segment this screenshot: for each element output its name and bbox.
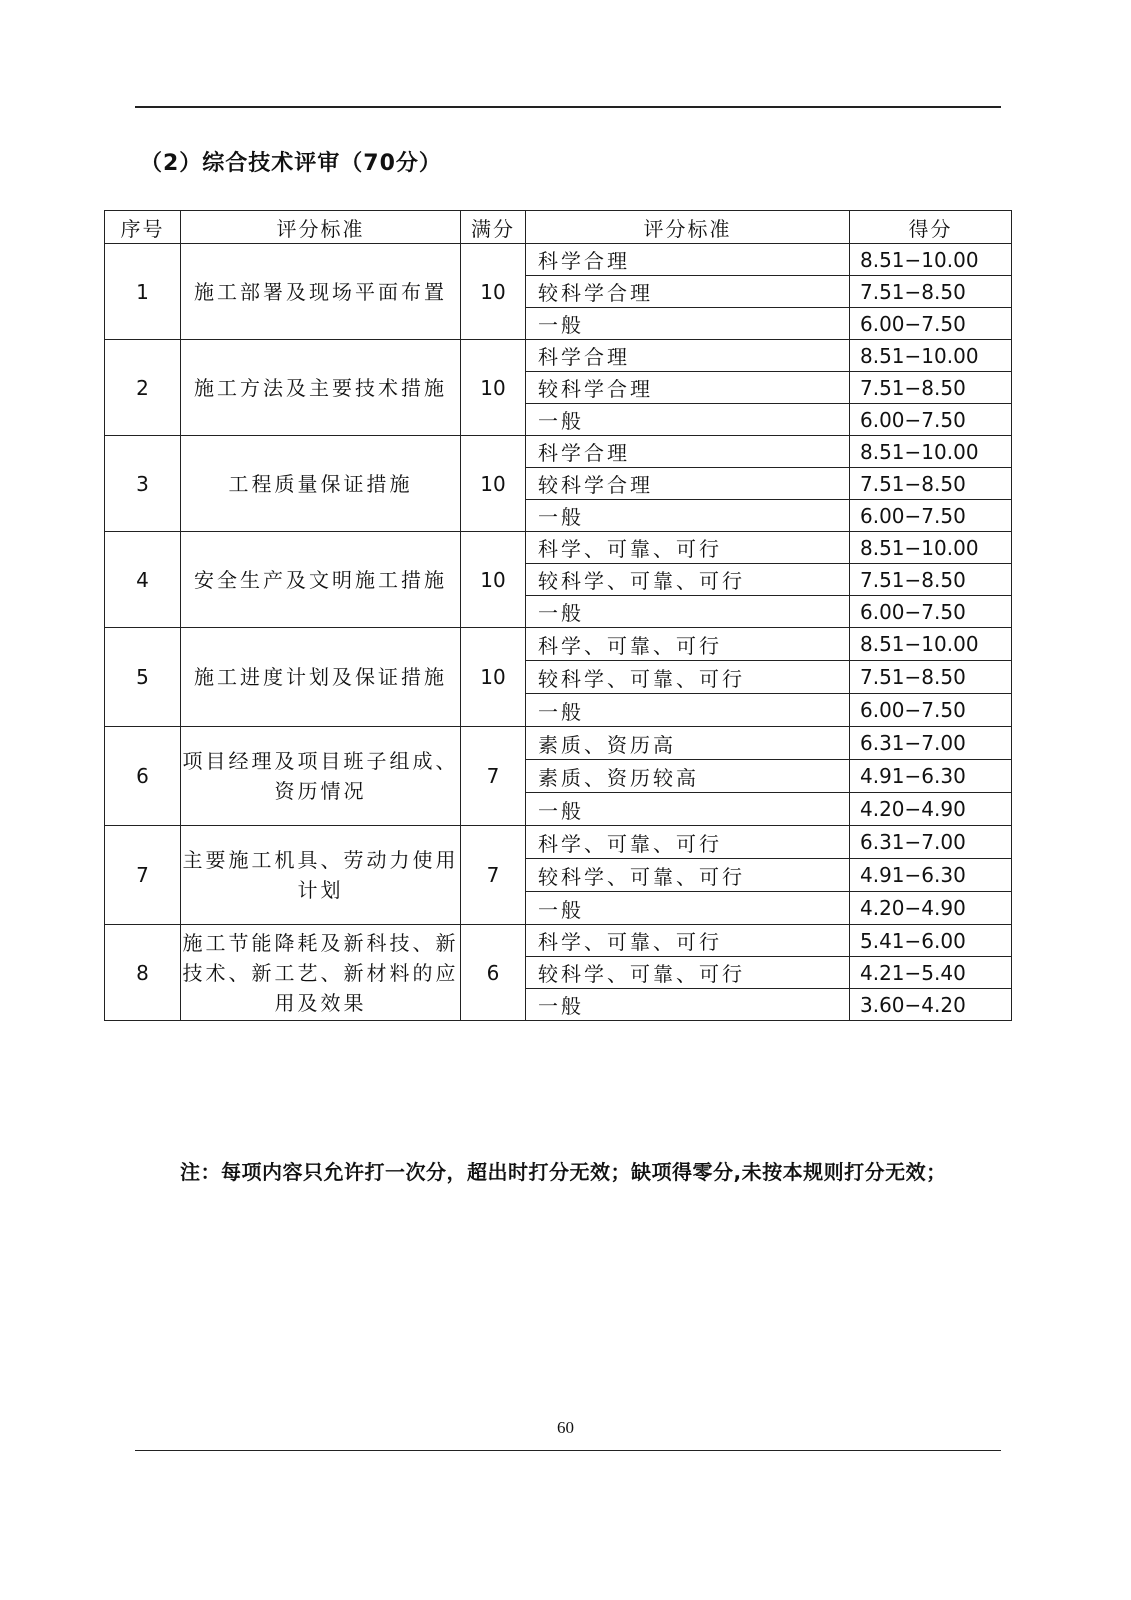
table-row <box>105 925 1012 957</box>
grade-level: 素质、资历较高 <box>526 760 850 793</box>
grade-level: 一般 <box>526 404 850 436</box>
row-number: 7 <box>105 826 181 925</box>
score-range: 7.51−8.50 <box>850 372 1012 404</box>
score-range: 8.51−10.00 <box>850 532 1012 564</box>
score-range: 8.51−10.00 <box>850 244 1012 276</box>
score-range: 6.00−7.50 <box>850 308 1012 340</box>
criteria-item: 工程质量保证措施 <box>181 436 461 532</box>
grade-level: 较科学、可靠、可行 <box>526 564 850 596</box>
header-rule <box>135 106 1001 108</box>
table-row <box>105 340 1012 372</box>
full-score: 10 <box>461 340 526 436</box>
score-range: 6.00−7.50 <box>850 500 1012 532</box>
score-range: 6.00−7.50 <box>850 694 1012 727</box>
grade-level: 较科学合理 <box>526 276 850 308</box>
score-range: 8.51−10.00 <box>850 628 1012 661</box>
grade-level: 一般 <box>526 892 850 925</box>
score-range: 3.60−4.20 <box>850 989 1012 1021</box>
grade-level: 较科学、可靠、可行 <box>526 859 850 892</box>
footer-rule <box>135 1450 1001 1451</box>
row-number: 5 <box>105 628 181 727</box>
grade-level: 科学、可靠、可行 <box>526 532 850 564</box>
score-range: 7.51−8.50 <box>850 468 1012 500</box>
score-range: 6.00−7.50 <box>850 404 1012 436</box>
table-row <box>105 727 1012 760</box>
score-range: 4.91−6.30 <box>850 859 1012 892</box>
score-range: 8.51−10.00 <box>850 340 1012 372</box>
grade-level: 较科学合理 <box>526 468 850 500</box>
score-range: 6.00−7.50 <box>850 596 1012 628</box>
grade-level: 科学合理 <box>526 436 850 468</box>
section-title: （2）综合技术评审（70分） <box>140 151 442 176</box>
score-range: 7.51−8.50 <box>850 276 1012 308</box>
full-score: 7 <box>461 727 526 826</box>
grade-level: 一般 <box>526 596 850 628</box>
grade-level: 较科学合理 <box>526 372 850 404</box>
score-range: 4.20−4.90 <box>850 793 1012 826</box>
score-range: 6.31−7.00 <box>850 727 1012 760</box>
grade-level: 一般 <box>526 308 850 340</box>
full-score: 10 <box>461 436 526 532</box>
row-number: 4 <box>105 532 181 628</box>
row-number: 2 <box>105 340 181 436</box>
criteria-item: 安全生产及文明施工措施 <box>181 532 461 628</box>
grade-level: 科学、可靠、可行 <box>526 925 850 957</box>
grade-level: 科学合理 <box>526 244 850 276</box>
score-range: 5.41−6.00 <box>850 925 1012 957</box>
grade-level: 素质、资历高 <box>526 727 850 760</box>
page-number: 60 <box>557 1418 574 1437</box>
score-range: 4.91−6.30 <box>850 760 1012 793</box>
score-range: 6.31−7.00 <box>850 826 1012 859</box>
header-grading-standard: 评分标准 <box>526 211 850 244</box>
row-number: 6 <box>105 727 181 826</box>
table-row <box>105 532 1012 564</box>
full-score: 6 <box>461 925 526 1021</box>
grade-level: 科学、可靠、可行 <box>526 628 850 661</box>
criteria-item: 施工节能降耗及新科技、新技术、新工艺、新材料的应用及效果 <box>181 925 461 1021</box>
row-number: 3 <box>105 436 181 532</box>
full-score: 7 <box>461 826 526 925</box>
score-range: 7.51−8.50 <box>850 564 1012 596</box>
header-score: 得分 <box>850 211 1012 244</box>
header-no: 序号 <box>105 211 181 244</box>
score-range: 8.51−10.00 <box>850 436 1012 468</box>
grade-level: 一般 <box>526 500 850 532</box>
grade-level: 一般 <box>526 793 850 826</box>
criteria-item: 主要施工机具、劳动力使用计划 <box>181 826 461 925</box>
score-range: 7.51−8.50 <box>850 661 1012 694</box>
table-row <box>105 628 1012 661</box>
full-score: 10 <box>461 532 526 628</box>
full-score: 10 <box>461 244 526 340</box>
grade-level: 较科学、可靠、可行 <box>526 661 850 694</box>
full-score: 10 <box>461 628 526 727</box>
row-number: 8 <box>105 925 181 1021</box>
grade-level: 科学、可靠、可行 <box>526 826 850 859</box>
score-range: 4.21−5.40 <box>850 957 1012 989</box>
criteria-item: 项目经理及项目班子组成、资历情况 <box>181 727 461 826</box>
grade-level: 一般 <box>526 989 850 1021</box>
header-full-score: 满分 <box>461 211 526 244</box>
scoring-table <box>104 210 1012 1021</box>
table-header-row <box>105 211 1012 244</box>
criteria-item: 施工方法及主要技术措施 <box>181 340 461 436</box>
criteria-item: 施工部署及现场平面布置 <box>181 244 461 340</box>
grade-level: 一般 <box>526 694 850 727</box>
footnote: 注：每项内容只允许打一次分，超出时打分无效；缺项得零分,未按本规则打分无效； <box>180 1160 947 1184</box>
table-row <box>105 244 1012 276</box>
criteria-item: 施工进度计划及保证措施 <box>181 628 461 727</box>
grade-level: 较科学、可靠、可行 <box>526 957 850 989</box>
header-criteria: 评分标准 <box>181 211 461 244</box>
table-row <box>105 436 1012 468</box>
score-range: 4.20−4.90 <box>850 892 1012 925</box>
grade-level: 科学合理 <box>526 340 850 372</box>
table-row <box>105 826 1012 859</box>
row-number: 1 <box>105 244 181 340</box>
